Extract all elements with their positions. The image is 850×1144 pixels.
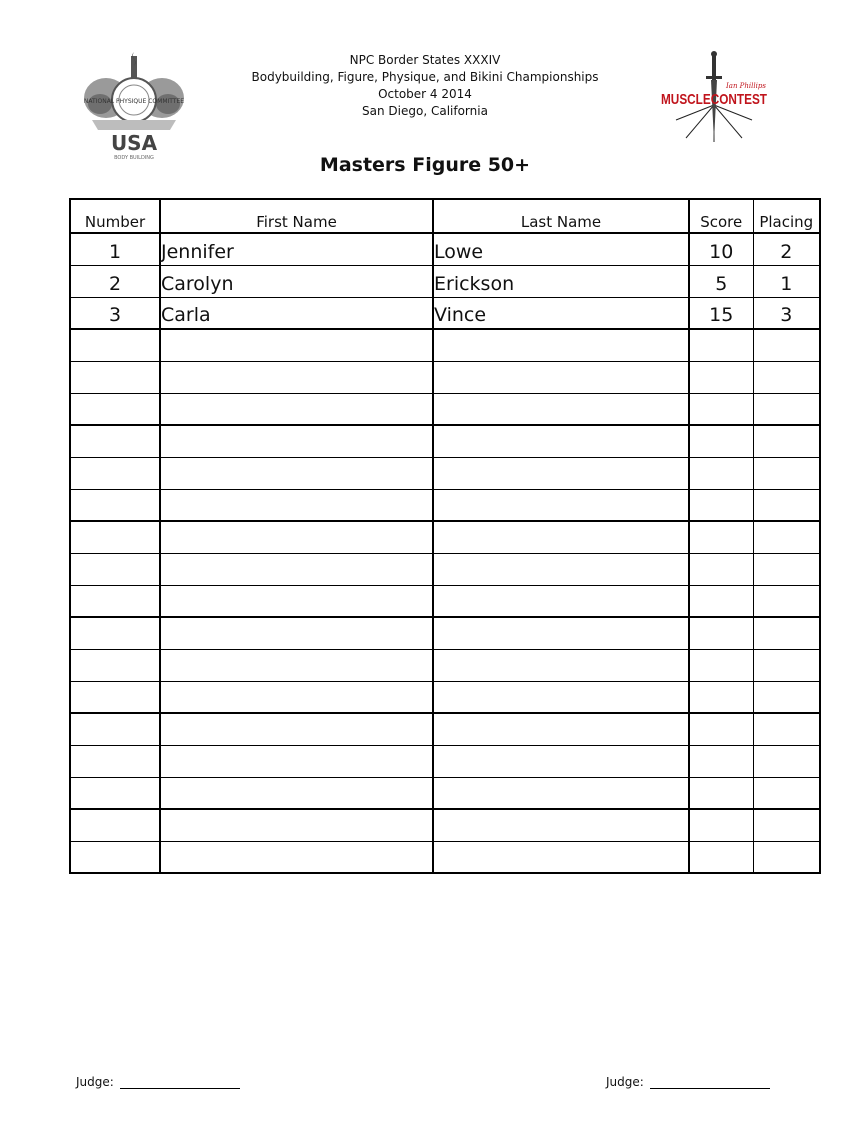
header-score: Score [689, 199, 753, 233]
cell-number: 2 [70, 265, 160, 297]
cell-placing[interactable] [753, 553, 820, 585]
empty-table-row [70, 841, 820, 873]
cell-first-name[interactable] [160, 521, 433, 553]
cell-first-name[interactable] [160, 809, 433, 841]
division-title: Masters Figure 50+ [319, 154, 531, 176]
npc-usa-logo [78, 52, 190, 162]
cell-score[interactable] [689, 585, 753, 617]
cell-score[interactable] [689, 713, 753, 745]
cell-last-name[interactable] [433, 841, 689, 873]
logo-left-main-text: USA [110, 131, 158, 155]
cell-number[interactable] [70, 521, 160, 553]
cell-first-name[interactable] [160, 585, 433, 617]
cell-placing[interactable] [753, 425, 820, 457]
cell-last-name[interactable] [433, 585, 689, 617]
signature-line-left[interactable] [120, 1076, 240, 1089]
cell-number[interactable] [70, 585, 160, 617]
cell-placing[interactable] [753, 649, 820, 681]
cell-last-name[interactable] [433, 745, 689, 777]
cell-number[interactable] [70, 553, 160, 585]
empty-table-row [70, 521, 820, 553]
cell-first-name[interactable] [160, 617, 433, 649]
empty-table-row [70, 809, 820, 841]
header-placing: Placing [753, 199, 820, 233]
empty-table-row [70, 713, 820, 745]
cell-first-name[interactable] [160, 841, 433, 873]
cell-score[interactable] [689, 489, 753, 521]
cell-placing[interactable] [753, 361, 820, 393]
cell-last-name[interactable] [433, 777, 689, 809]
event-divisions: Bodybuilding, Figure, Physique, and Bikini Championships [251, 70, 599, 84]
cell-placing[interactable] [753, 777, 820, 809]
cell-score[interactable] [689, 457, 753, 489]
cell-number[interactable] [70, 713, 160, 745]
cell-first-name[interactable] [160, 489, 433, 521]
cell-score[interactable] [689, 841, 753, 873]
event-name: NPC Border States XXXIV [349, 53, 501, 67]
cell-first-name[interactable] [160, 681, 433, 713]
cell-first-name[interactable] [160, 713, 433, 745]
empty-table-row [70, 585, 820, 617]
cell-number[interactable] [70, 489, 160, 521]
cell-first-name: Carolyn [160, 265, 433, 297]
cell-first-name[interactable] [160, 649, 433, 681]
cell-first-name[interactable] [160, 457, 433, 489]
cell-placing[interactable] [753, 841, 820, 873]
cell-score: 5 [689, 265, 753, 297]
cell-last-name: Lowe [433, 233, 689, 265]
cell-number: 1 [70, 233, 160, 265]
cell-placing: 1 [753, 265, 820, 297]
cell-number: 3 [70, 297, 160, 329]
cell-placing: 2 [753, 233, 820, 265]
cell-placing: 3 [753, 297, 820, 329]
cell-last-name[interactable] [433, 489, 689, 521]
cell-last-name[interactable] [433, 425, 689, 457]
cell-last-name[interactable] [433, 649, 689, 681]
table-row [70, 233, 820, 265]
cell-placing[interactable] [753, 713, 820, 745]
cell-last-name[interactable] [433, 809, 689, 841]
judge-signature-right [606, 1075, 770, 1089]
cell-placing[interactable] [753, 681, 820, 713]
cell-number[interactable] [70, 329, 160, 361]
empty-table-row [70, 393, 820, 425]
header-number: Number [70, 199, 160, 233]
cell-number[interactable] [70, 777, 160, 809]
cell-first-name[interactable] [160, 745, 433, 777]
cell-number[interactable] [70, 425, 160, 457]
empty-table-row [70, 425, 820, 457]
cell-placing[interactable] [753, 329, 820, 361]
scoring-table [69, 198, 821, 874]
cell-score: 10 [689, 233, 753, 265]
cell-score[interactable] [689, 553, 753, 585]
cell-score[interactable] [689, 329, 753, 361]
cell-first-name[interactable] [160, 329, 433, 361]
cell-score[interactable] [689, 681, 753, 713]
cell-score[interactable] [689, 521, 753, 553]
cell-number[interactable] [70, 457, 160, 489]
logo-left-sub-text: BODY BUILDING [114, 155, 154, 161]
empty-table-row [70, 649, 820, 681]
cell-score[interactable] [689, 617, 753, 649]
signature-line-right[interactable] [650, 1076, 770, 1089]
cell-score: 15 [689, 297, 753, 329]
cell-last-name[interactable] [433, 713, 689, 745]
muscle-contest-logo [656, 50, 772, 144]
empty-table-row [70, 457, 820, 489]
cell-last-name[interactable] [433, 393, 689, 425]
header-last-name: Last Name [433, 199, 689, 233]
cell-score[interactable] [689, 777, 753, 809]
event-date: October 4 2014 [378, 87, 472, 101]
cell-last-name[interactable] [433, 681, 689, 713]
empty-table-row [70, 777, 820, 809]
judge-signature-left [76, 1075, 240, 1089]
cell-score[interactable] [689, 745, 753, 777]
judge-label-right: Judge: [606, 1075, 644, 1089]
empty-table-row [70, 745, 820, 777]
cell-first-name[interactable] [160, 361, 433, 393]
cell-first-name: Jennifer [160, 233, 433, 265]
cell-last-name[interactable] [433, 457, 689, 489]
empty-table-row [70, 553, 820, 585]
cell-number[interactable] [70, 809, 160, 841]
cell-first-name[interactable] [160, 553, 433, 585]
cell-first-name[interactable] [160, 393, 433, 425]
judge-label-left: Judge: [76, 1075, 114, 1089]
cell-last-name[interactable] [433, 361, 689, 393]
cell-placing[interactable] [753, 809, 820, 841]
cell-score[interactable] [689, 649, 753, 681]
cell-number[interactable] [70, 745, 160, 777]
cell-last-name[interactable] [433, 553, 689, 585]
event-location: San Diego, California [362, 104, 488, 118]
cell-last-name[interactable] [433, 617, 689, 649]
cell-last-name: Vince [433, 297, 689, 329]
cell-score[interactable] [689, 393, 753, 425]
cell-score[interactable] [689, 361, 753, 393]
cell-number[interactable] [70, 361, 160, 393]
cell-placing[interactable] [753, 617, 820, 649]
cell-score[interactable] [689, 809, 753, 841]
table-row [70, 265, 820, 297]
cell-first-name[interactable] [160, 425, 433, 457]
table-row [70, 297, 820, 329]
logo-right-script-text: Ian Phillips [726, 82, 766, 90]
cell-first-name: Carla [160, 297, 433, 329]
cell-placing[interactable] [753, 393, 820, 425]
cell-number[interactable] [70, 841, 160, 873]
cell-placing[interactable] [753, 457, 820, 489]
cell-last-name[interactable] [433, 521, 689, 553]
cell-last-name[interactable] [433, 329, 689, 361]
empty-table-row [70, 617, 820, 649]
cell-last-name: Erickson [433, 265, 689, 297]
cell-placing[interactable] [753, 745, 820, 777]
table-header-row [70, 199, 820, 233]
header-first-name: First Name [160, 199, 433, 233]
cell-placing[interactable] [753, 585, 820, 617]
empty-table-row [70, 329, 820, 361]
empty-table-row [70, 361, 820, 393]
cell-placing[interactable] [753, 521, 820, 553]
cell-number[interactable] [70, 393, 160, 425]
event-header [200, 52, 650, 120]
cell-number[interactable] [70, 617, 160, 649]
cell-score[interactable] [689, 425, 753, 457]
logo-left-ring-text: NATIONAL PHYSIQUE COMMITTEE [83, 98, 185, 105]
cell-placing[interactable] [753, 489, 820, 521]
empty-table-row [70, 681, 820, 713]
empty-table-row [70, 489, 820, 521]
cell-first-name[interactable] [160, 777, 433, 809]
cell-number[interactable] [70, 681, 160, 713]
cell-number[interactable] [70, 649, 160, 681]
logo-right-main-text: MUSCLECONTEST [661, 91, 767, 108]
